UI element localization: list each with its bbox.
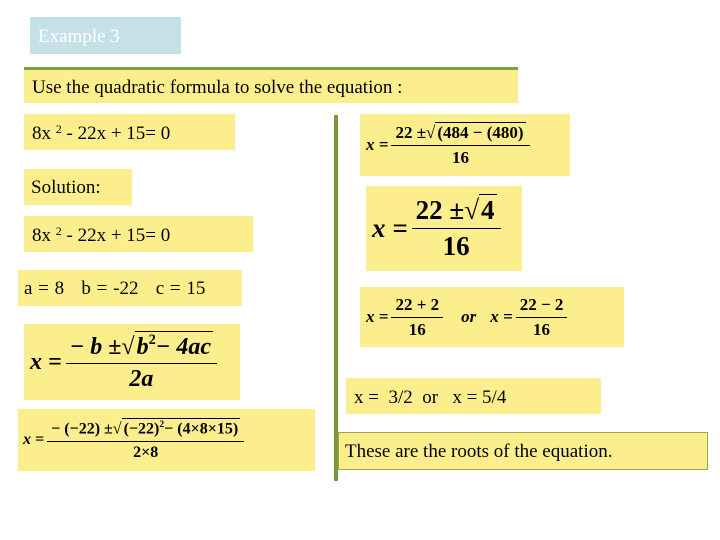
- step3-denominator-1: 16: [408, 319, 426, 339]
- step2-radicand: 4: [481, 195, 495, 225]
- step3-numerator-2: 22 − 2: [516, 295, 568, 318]
- step3-numerator-1: 22 + 2: [391, 295, 443, 318]
- conclusion-text: These are the roots of the equation.: [345, 441, 613, 462]
- substitution-rad-content: (−22): [123, 420, 160, 438]
- step3-fraction-1: [391, 295, 443, 340]
- formula-radicand: [135, 331, 213, 361]
- substitution-numerator: [47, 418, 244, 442]
- substitution-radicand: [122, 418, 241, 439]
- formula-denominator: 2a: [129, 366, 154, 393]
- substitution-fraction: [47, 418, 244, 462]
- step1-denominator: 16: [451, 148, 469, 167]
- instruction-text: Use the quadratic formula to solve the equation :: [32, 77, 403, 98]
- substitution-rad-rest: − (4×8×15): [164, 420, 239, 438]
- formula-rad-b: b: [136, 334, 149, 361]
- sqrt-icon: √: [464, 195, 480, 225]
- step2-box: [366, 186, 522, 271]
- step2-num-a: 22 ±: [415, 195, 465, 225]
- slide-title: Example 3: [30, 17, 181, 54]
- equation2-exponent: 2: [55, 224, 62, 238]
- step1-box: [360, 114, 570, 176]
- conclusion-box: [338, 432, 708, 470]
- step3-box: [360, 287, 624, 347]
- step1-x: x =: [366, 135, 389, 154]
- formula-rad-rest: − 4ac: [155, 334, 211, 361]
- step1-radicand: (484 − (480): [437, 123, 524, 142]
- equation-exponent: 2: [55, 122, 62, 136]
- sqrt-icon: √: [426, 123, 436, 142]
- step2-numerator: [412, 194, 501, 229]
- formula-x: x =: [30, 348, 62, 375]
- substitution-denominator: 2×8: [133, 443, 159, 461]
- instruction-box: [24, 67, 518, 103]
- step1-num-a: 22 ±: [395, 123, 427, 142]
- solution-label-box: [24, 169, 132, 205]
- equation2-rest: - 22x + 15= 0: [66, 225, 171, 246]
- formula-rad-exp: 2: [148, 331, 156, 348]
- formula-fraction: [66, 331, 217, 393]
- formula-num-a: − b ±: [69, 334, 122, 361]
- step3-x2: x =: [490, 307, 513, 326]
- step3-denominator-2: 16: [533, 319, 551, 339]
- formula-numerator: [66, 331, 217, 364]
- sqrt-icon: √: [112, 420, 122, 438]
- answer-box: [346, 378, 601, 414]
- step2-x: x =: [372, 212, 408, 243]
- equation-box-2: [24, 216, 253, 252]
- vertical-divider: [334, 115, 338, 481]
- equation-rest: - 22x + 15= 0: [66, 123, 171, 144]
- solution-label: Solution:: [31, 177, 101, 198]
- quadratic-formula-box: [24, 324, 240, 400]
- equation-lhs: 8x: [32, 123, 51, 144]
- step3-x1: x =: [366, 307, 389, 326]
- coefficients-text: a = 8 b = -22 c = 15: [24, 278, 206, 299]
- equation2-lhs: 8x: [32, 225, 51, 246]
- step1-numerator: [391, 122, 529, 146]
- step3-or: or: [461, 307, 477, 326]
- substitution-num-a: − (−22) ±: [51, 420, 113, 438]
- equation-box: [24, 114, 235, 150]
- step2-fraction: [412, 194, 501, 262]
- step2-denominator: 16: [442, 231, 470, 261]
- substitution-box: [18, 409, 315, 471]
- coefficients-box: [18, 270, 242, 306]
- sqrt-icon: √: [121, 334, 135, 361]
- step1-fraction: [391, 122, 529, 168]
- step3-fraction-2: [516, 295, 568, 340]
- answer-text: x = 3/2 or x = 5/4: [354, 387, 507, 408]
- substitution-rad-exp: 2: [159, 419, 165, 431]
- substitution-x: x =: [23, 431, 45, 448]
